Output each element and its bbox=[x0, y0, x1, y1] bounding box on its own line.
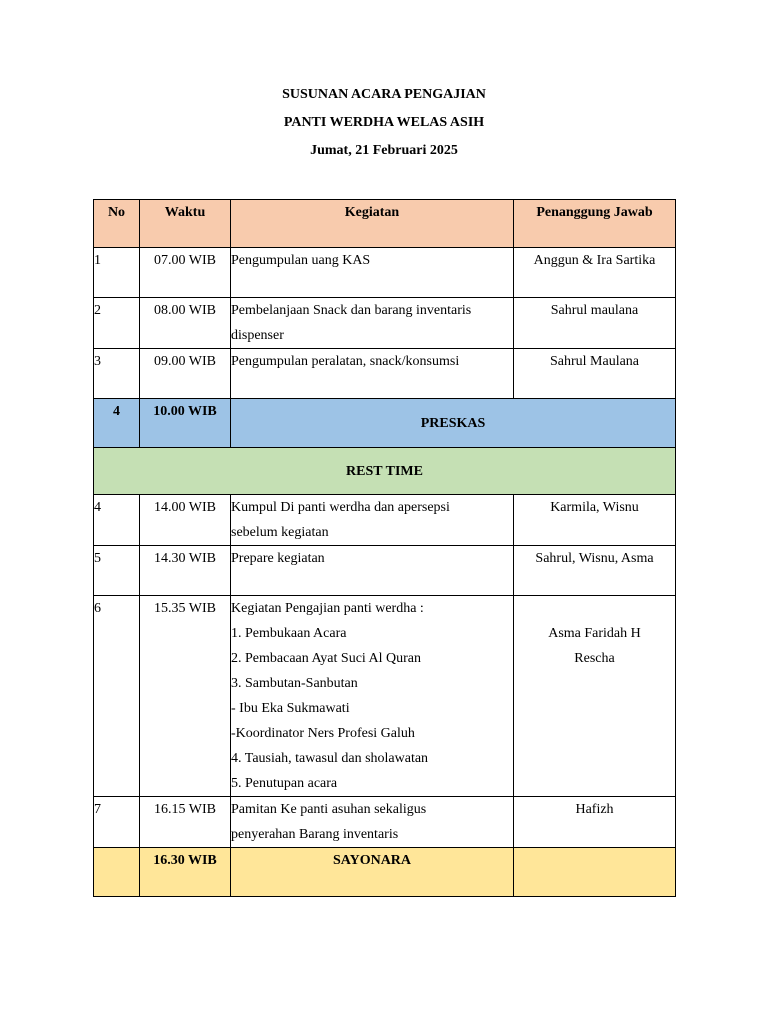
cell-waktu: 08.00 WIB bbox=[140, 298, 231, 349]
cell-kegiatan bbox=[231, 298, 514, 349]
kegiatan-line: penyerahan Barang inventaris bbox=[231, 827, 399, 842]
cell-no: 1 bbox=[94, 248, 140, 298]
cell-waktu: 14.00 WIB bbox=[140, 495, 231, 546]
cell-kegiatan bbox=[231, 349, 514, 399]
column-header-no: No bbox=[94, 200, 140, 248]
cell-waktu: 16.15 WIB bbox=[140, 797, 231, 848]
kegiatan-line: 5. Penutupan acara bbox=[231, 776, 338, 791]
cell-no: 3 bbox=[94, 349, 140, 399]
cell-no: 5 bbox=[94, 546, 140, 596]
column-header-penanggung-jawab: Penanggung Jawab bbox=[514, 200, 676, 248]
pj-line: Rescha bbox=[574, 651, 615, 666]
cell-penanggung-jawab bbox=[514, 495, 676, 546]
cell-waktu: 15.35 WIB bbox=[140, 596, 231, 797]
schedule-table bbox=[93, 199, 676, 897]
cell-kegiatan bbox=[231, 797, 514, 848]
kegiatan-line: - Ibu Eka Sukmawati bbox=[231, 701, 350, 716]
kegiatan-line: Pamitan Ke panti asuhan sekaligus bbox=[231, 802, 427, 817]
event-date: Jumat, 21 Februari 2025 bbox=[310, 143, 458, 158]
cell-waktu: 16.30 WIB bbox=[140, 848, 231, 897]
kegiatan-line: Pembelanjaan Snack dan barang inventaris bbox=[231, 303, 472, 318]
kegiatan-line: dispenser bbox=[231, 328, 284, 343]
pj-line: Anggun & Ira Sartika bbox=[533, 253, 656, 268]
cell-penanggung-jawab bbox=[514, 248, 676, 298]
table-row bbox=[94, 298, 676, 349]
preskas-row bbox=[94, 399, 676, 448]
kegiatan-line: Pengumpulan peralatan, snack/konsumsi bbox=[231, 354, 460, 369]
table-header-row bbox=[94, 200, 676, 248]
kegiatan-line: 2. Pembacaan Ayat Suci Al Quran bbox=[231, 651, 422, 666]
cell-penanggung-jawab bbox=[514, 848, 676, 897]
cell-penanggung-jawab bbox=[514, 546, 676, 596]
cell-penanggung-jawab bbox=[514, 298, 676, 349]
table-row bbox=[94, 546, 676, 596]
kegiatan-line: 1. Pembukaan Acara bbox=[231, 626, 347, 641]
table-row bbox=[94, 349, 676, 399]
column-header-waktu: Waktu bbox=[140, 200, 231, 248]
title-line-2: PANTI WERDHA WELAS ASIH bbox=[283, 115, 485, 130]
cell-waktu: 07.00 WIB bbox=[140, 248, 231, 298]
table-row bbox=[94, 596, 676, 797]
kegiatan-line: Pengumpulan uang KAS bbox=[231, 253, 371, 268]
pj-line: Hafizh bbox=[575, 802, 614, 817]
cell-penanggung-jawab bbox=[514, 596, 676, 797]
cell-no: 4 bbox=[94, 399, 140, 448]
cell-no: 4 bbox=[94, 495, 140, 546]
cell-penanggung-jawab bbox=[514, 797, 676, 848]
kegiatan-line: Kumpul Di panti werdha dan apersepsi bbox=[231, 500, 450, 515]
cell-kegiatan bbox=[231, 546, 514, 596]
cell-kegiatan bbox=[231, 596, 514, 797]
cell-no: 6 bbox=[94, 596, 140, 797]
preskas-label: PRESKAS bbox=[231, 399, 676, 448]
pj-line: Sahrul Maulana bbox=[549, 354, 640, 369]
table-row bbox=[94, 248, 676, 298]
kegiatan-line: Kegiatan Pengajian panti werdha : bbox=[231, 601, 424, 616]
cell-waktu: 10.00 WIB bbox=[140, 399, 231, 448]
cell-waktu: 14.30 WIB bbox=[140, 546, 231, 596]
title-line-1: SUSUNAN ACARA PENGAJIAN bbox=[282, 87, 486, 102]
kegiatan-line: sebelum kegiatan bbox=[231, 525, 329, 540]
cell-waktu: 09.00 WIB bbox=[140, 349, 231, 399]
sayonara-row bbox=[94, 848, 676, 897]
pj-line: Karmila, Wisnu bbox=[550, 500, 639, 515]
cell-no: 7 bbox=[94, 797, 140, 848]
table-row bbox=[94, 797, 676, 848]
kegiatan-line: Prepare kegiatan bbox=[231, 551, 325, 566]
rest-time-label: REST TIME bbox=[94, 448, 676, 495]
kegiatan-line: -Koordinator Ners Profesi Galuh bbox=[231, 726, 415, 741]
pj-line bbox=[514, 596, 675, 621]
pj-line: Asma Faridah H bbox=[548, 626, 641, 641]
pj-line: Sahrul maulana bbox=[550, 303, 639, 318]
kegiatan-line: 4. Tausiah, tawasul dan sholawatan bbox=[231, 751, 429, 766]
cell-kegiatan bbox=[231, 495, 514, 546]
column-header-kegiatan: Kegiatan bbox=[231, 200, 514, 248]
cell-no: 2 bbox=[94, 298, 140, 349]
cell-kegiatan bbox=[231, 248, 514, 298]
pj-line: Sahrul, Wisnu, Asma bbox=[535, 551, 654, 566]
rest-time-row bbox=[94, 448, 676, 495]
kegiatan-line: 3. Sambutan-Sanbutan bbox=[231, 676, 358, 691]
cell-no bbox=[94, 848, 140, 897]
table-row bbox=[94, 495, 676, 546]
sayonara-label: SAYONARA bbox=[231, 848, 514, 897]
cell-penanggung-jawab bbox=[514, 349, 676, 399]
